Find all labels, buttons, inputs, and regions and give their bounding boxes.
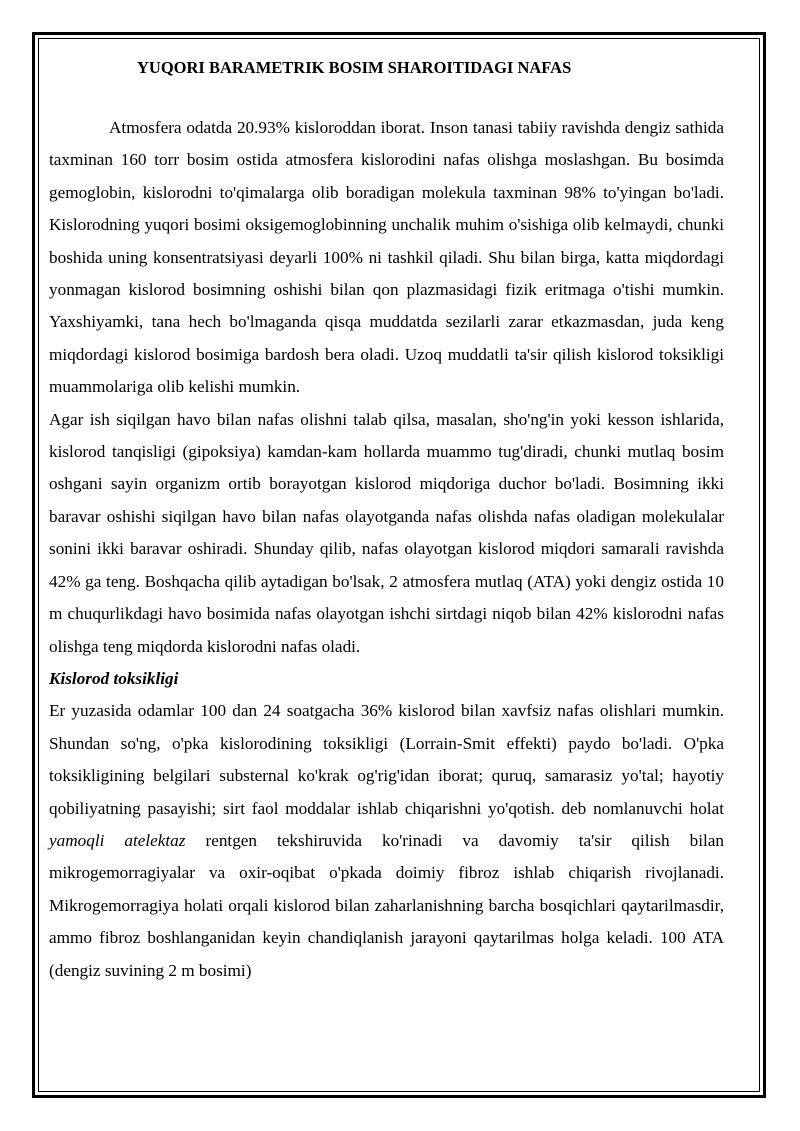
paragraph-text-part: Er yuzasida odamlar 100 dan 24 soatgacha 36% kislorod bilan xavfsiz nafas olishlari mumkin. Shundan so'ng, o'pka kislorodining toksikligi (Lorrain-Smit effekti) paydo bo'ladi. O'pka toksikligining belgilari substernal ko'krak og'rig'idan iborat; quruq, samarasiz yo'tal; hayotiy qobiliyatning pasayishi; sirt faol moddalar ishlab chiqarishni yo'qotish. deb nomlanuvchi holat — [49, 701, 724, 818]
paragraph-compressed-air: Agar ish siqilgan havo bilan nafas olishni talab qilsa, masalan, sho'ng'in yoki kesson ishlarida, kislorod tanqisligi (gipoksiya) kamdan-kam hollarda muammo tug'diradi, chunki mutlaq bosim oshgani sayin organizm ortib borayotgan kislorod miqdoriga duchor bo'ladi. Bosimning ikki baravar oshishi siqilgan havo bilan nafas olayotganda nafas olishda nafas oladigan molekulalar sonini ikki baravar oshiradi. Shunday qilib, nafas olayotgan kislorod miqdori samarali ravishda 42% ga teng. Boshqacha qilib aytadigan bo'lsak, 2 atmosfera mutlaq (ATA) yoki dengiz ostida 10 m chuqurlikdagi havo bosimida nafas olayotgan ishchi sirtdagi niqob bilan 42% kislorodni nafas olishga teng miqdorda kislorodni nafas oladi. — [49, 409, 724, 656]
document-title: YUQORI BARAMETRIK BOSIM SHAROITIDAGI NAFAS — [137, 58, 572, 77]
paragraph-text-part: rentgen tekshiruvida ko'rinadi va davomiy ta'sir qilish bilan mikrogemorragiyalar va oxir-oqibat o'pkada doimiy fibroz ishlab chiqarish rivojlanadi. Mikrogemorragiya holati orqali kislorod bilan zaharlanishning barcha bosqichlari qaytarilmasdir, ammo fibroz boshlanganidan keyin chandiqlanish jarayoni qaytarilmas holga keladi. 100 ATA (dengiz suvining 2 m bosimi) — [49, 830, 724, 980]
italic-term: yamoqli atelektaz — [49, 830, 186, 850]
paragraph-oxygen-toxicity — [49, 695, 724, 987]
document-body — [49, 52, 724, 987]
section-heading-oxygen-toxicity: Kislorod toksikligi — [49, 668, 179, 688]
paragraph-atmosphere: Atmosfera odatda 20.93% kisloroddan iborat. Inson tanasi tabiiy ravishda dengiz sathida taxminan 160 torr bosim ostida atmosfera kislorodini nafas olishga moslashgan. Bu bosimda gemoglobin, kislorodni to'qimalarga olib boradigan molekula taxminan 98% to'yingan bo'ladi. Kislorodning yuqori bosimi oksigemoglobinning unchalik muhim o'sishiga olib kelmaydi, chunki boshida uning konsentratsiyasi deyarli 100% ni tashkil qiladi. Shu bilan birga, katta miqdordagi yonmagan kislorod bosimning oshishi bilan qon plazmasidagi fizik eritmaga o'tishi mumkin. Yaxshiyamki, tana hech bo'lmaganda qisqa muddatda sezilarli zarar etkazmasdan, juda keng miqdordagi kislorod bosimiga bardosh bera oladi. Uzoq muddatli ta'sir qilish kislorod toksikligi muammolariga olib kelishi mumkin. — [49, 118, 724, 397]
